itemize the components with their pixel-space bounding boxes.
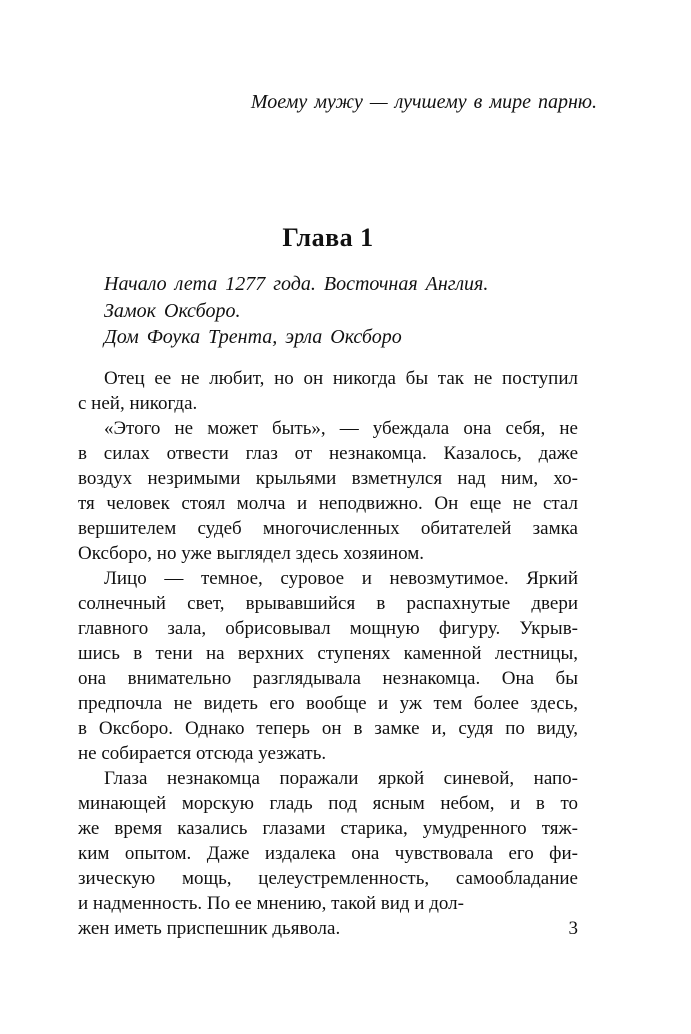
dedication-text: Моему мужу — лучшему в мире парню. xyxy=(250,91,597,113)
paragraph xyxy=(78,766,578,941)
text-line: не собирается отсюда уезжать. xyxy=(78,743,327,764)
text-line: в силах отвести глаз от незнакомца. Казалось, даже xyxy=(78,443,578,464)
text-line: и надменность. По ее мнению, такой вид и дол- xyxy=(78,893,464,914)
page-number: 3 xyxy=(568,918,578,939)
text-line: она внимательно разглядывала незнакомца. Она бы xyxy=(78,668,578,689)
text-line: предпочла не видеть его вообще и уж тем более здесь, xyxy=(78,693,578,714)
scene-setting xyxy=(104,271,584,351)
text-line: Оксборо, но уже выглядел здесь хозяином. xyxy=(78,543,425,564)
text-line: жен иметь приспешник дьявола. 3 xyxy=(78,918,578,939)
text-line: «Этого не может быть», — убеждала она себя, не xyxy=(104,418,578,439)
text-line: минающей морскую гладь под ясным небом, и в то xyxy=(78,793,578,814)
text-line: Глаза незнакомца поражали яркой синевой, напо- xyxy=(104,768,578,789)
text-line: тя человек стоял молча и неподвижно. Он еще не стал xyxy=(78,493,578,514)
paragraph xyxy=(78,416,578,566)
scene-line-castle: Замок Оксборо. xyxy=(104,299,241,322)
scene-line-house: Дом Фоука Трента, эрла Оксборо xyxy=(104,326,402,348)
body-text xyxy=(78,366,578,941)
text-line: Лицо — темное, суровое и невозмутимое. Яркий xyxy=(104,568,578,589)
text-line: зическую мощь, целеустремленность, самообладание xyxy=(78,868,578,889)
chapter-title: Глава 1 xyxy=(282,223,374,252)
text-line: же время казались глазами старика, умудренного тяж- xyxy=(78,818,578,839)
text-line: воздух незримыми крыльями взметнулся над ним, хо- xyxy=(78,468,578,489)
text-line: Отец ее не любит, но он никогда бы так не поступил xyxy=(104,368,578,389)
paragraph xyxy=(78,566,578,766)
text-line: вершителем судеб многочисленных обитателей замка xyxy=(78,518,578,539)
text-line: главного зала, обрисовывал мощную фигуру. Укрыв- xyxy=(78,618,578,639)
text-line: ким опытом. Даже издалека она чувствовала его фи- xyxy=(78,843,578,864)
text-line: с ней, никогда. xyxy=(78,393,198,414)
text-line: шись в тени на верхних ступенях каменной лестницы, xyxy=(78,643,578,664)
paragraph xyxy=(78,366,578,416)
text-line: солнечный свет, врывавшийся в распахнутые двери xyxy=(78,593,578,614)
text-line: в Оксборо. Однако теперь он в замке и, судя по виду, xyxy=(78,718,578,739)
scene-line-date-place: Начало лета 1277 года. Восточная Англия. xyxy=(104,273,489,295)
